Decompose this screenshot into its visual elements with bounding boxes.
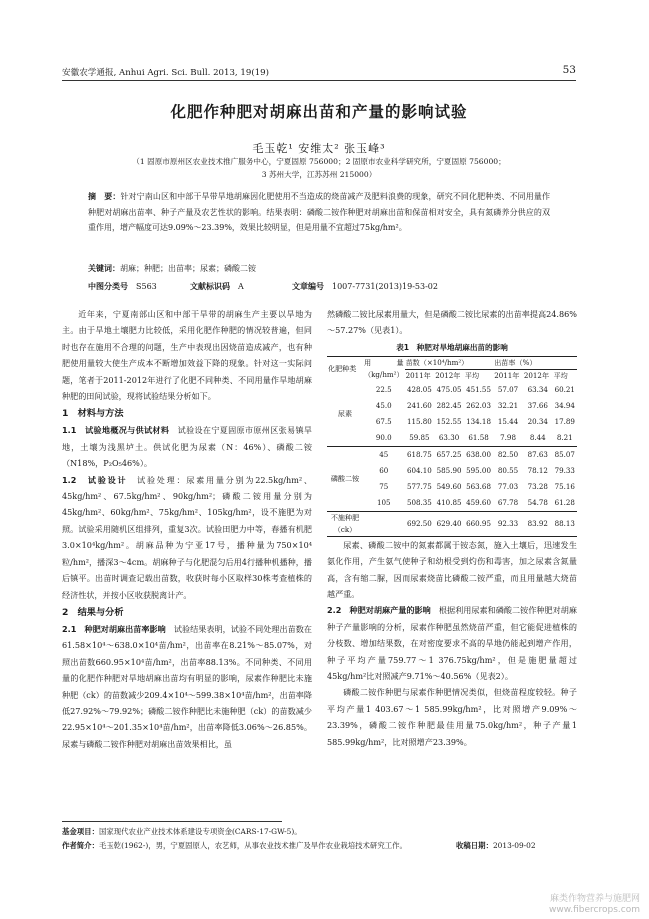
- table-cell: 57.07: [497, 384, 519, 394]
- after-table-paragraph: 尿素、磷酸二铵中的氮素都属于铵态氮，施入土壤后，迅速发生氨化作用，产生氨气使种子和幼根受到灼伤和毒害，加之尿素含氮量高，含有缩二脲，因而尿素烧苗比磷酸二铵严重，而且用量越大烧苗越严重。: [327, 539, 577, 600]
- table-cell: 60: [379, 465, 389, 475]
- section-1-1-text: 试验设在宁夏固原市原州区张易镇旱地，土壤为浅黑垆土。供试化肥为尿素（N：46%）、磷酸二铵（N18%，P₂O₅46%）。: [62, 425, 312, 469]
- th-sub: 2012年: [435, 370, 461, 380]
- table-cell: 61.58: [468, 433, 489, 443]
- cell-fert: 尿素: [337, 408, 353, 418]
- th-seedlings: 苗数（×10⁴/hm²）: [405, 356, 494, 369]
- th-sub: 2011年: [405, 370, 431, 380]
- table-cell: 34.94: [554, 401, 575, 411]
- table-cell: 549.60: [436, 482, 462, 492]
- table-cell: 657.25: [434, 447, 464, 463]
- table-cell: 17.89: [554, 417, 575, 427]
- table-cell: 115.80: [406, 417, 432, 427]
- table-cell: 15.44: [497, 417, 519, 427]
- table-cell: 660.95: [464, 511, 493, 536]
- section-2-2-heading: 2.2 种肥对胡麻产量的影响: [327, 605, 431, 616]
- table-cell: 241.60: [406, 401, 432, 411]
- page-number: 53: [562, 64, 576, 76]
- table-cell: 618.75: [405, 447, 435, 463]
- author-bio-text: 毛玉乾(1962-)，男，宁夏固原人，农艺师，从事农业技术推广及旱作农业栽培技术研究工作。: [98, 841, 407, 850]
- table-cell: 152.55: [436, 417, 462, 427]
- th-fert: 化肥种类: [327, 356, 363, 382]
- table-cell: 61.28: [554, 497, 575, 507]
- table-cell: 32.21: [497, 401, 519, 411]
- table-cell: 90.0: [375, 433, 392, 443]
- affiliation-line-2: 3 苏州大学，江苏苏州 215000）: [261, 170, 377, 179]
- abstract: [88, 189, 550, 236]
- table-row: [327, 382, 577, 398]
- doc-code-label: 文献标识码: [190, 282, 230, 291]
- table-cell: 88.13: [553, 511, 577, 536]
- table-cell: 63.30: [438, 433, 460, 443]
- article-no-label: 文章编号: [292, 282, 324, 291]
- author-list: 毛玉乾¹ 安维太² 张玉峰³: [252, 142, 386, 155]
- keywords: [88, 263, 550, 274]
- abstract-label: 摘 要：: [88, 192, 121, 201]
- table-cell: 60.21: [554, 384, 575, 394]
- section-1-heading: 1 材料与方法: [62, 408, 124, 420]
- table-1-title: 表1 种肥对旱地胡麻出苗的影响: [396, 342, 508, 352]
- table-cell: 78.12: [527, 465, 548, 475]
- table-cell: 7.98: [500, 433, 516, 443]
- table-cell: 59.85: [409, 433, 430, 443]
- table-cell: 79.33: [554, 465, 575, 475]
- table-row: [327, 447, 577, 463]
- journal-name: 安徽农学通报, Anhui Agri. Sci. Bull. 2013, 19(19): [62, 68, 269, 78]
- doc-code-value: A: [238, 282, 244, 291]
- author-footnote: [62, 840, 576, 851]
- table-cell: 262.03: [466, 401, 491, 411]
- abstract-text: 针对宁南山区和中部干旱带旱地胡麻因化肥使用不当造成的烧苗减产及肥料浪费的现象，研究不同化肥种类、不同用量作种肥对胡麻出苗率、种子产量及农艺性状的影响。结果表明：磷酸二铵作种肥对胡麻出苗和保苗相对安全，具有氮磷养分供应的双重作用，增产幅度可达9.09%～23.39%，效果比较明显，但是用量不宜超过75kg/hm²。: [88, 192, 551, 232]
- footnote-rule: [62, 821, 282, 822]
- table-row: [327, 463, 577, 479]
- table-cell: 37.66: [527, 401, 548, 411]
- table-row: [327, 414, 577, 430]
- section-1-2-text: 试验处理：尿素用量分别为22.5kg/hm²、45kg/hm²、67.5kg/hm²、90kg/hm²；磷酸二铵用量分别为45kg/hm²、60kg/hm²、75kg/hm²、105kg/hm²，设不施肥为对照。试验采用随机区组排列，重复3次。试验田肥力中等，春播有机肥3.0×10⁴kg/hm²。胡麻品种为宁亚17号，播种量为750×10⁴粒/hm²，播深3～4cm。胡麻种子与化肥混匀后用4行播种机播种，播后镇平。出苗时调查记载出苗数，收获时每小区取样30株考查植株的经济性状，并按小区收获脱离计产。: [62, 474, 312, 600]
- table-cell: 604.10: [406, 465, 432, 475]
- table-cell: 20.34: [527, 417, 548, 427]
- table-row: [327, 430, 577, 446]
- table-cell: 82.50: [493, 447, 523, 463]
- table-row: [327, 495, 577, 511]
- table-cell: 85.07: [553, 447, 577, 463]
- continued-paragraph: 然磷酸二铵比尿素用量大，但是磷酸二铵比尿素的出苗率提高24.86%～57.27%（见表1）。: [327, 309, 577, 336]
- table-cell: 73.28: [527, 482, 548, 492]
- header-rule: [62, 80, 576, 81]
- fund-label: 基金项目：: [62, 827, 99, 836]
- author-bio-label: 作者简介：: [62, 841, 99, 850]
- th-sub: 平均: [464, 370, 480, 380]
- table-cell: 629.40: [434, 511, 464, 536]
- section-2-2-text: 根据利用尿素和磷酸二铵作种肥对胡麻种子产量影响的分析，尿素作种肥虽然烧苗严重，但它能促进植株的分枝数、增加结果数，在对密度要求不高的旱地仍能起到增产作用，种子平均产量759.77～1 376.75kg/hm²，但是施肥量超过45kg/hm²比对照减产9.71%～40.56%（见表2）。: [327, 605, 577, 682]
- table-cell: 638.00: [464, 447, 493, 463]
- table-cell: 67.78: [497, 497, 519, 507]
- table-cell: 459.60: [466, 497, 491, 507]
- cell-fert: 不施种肥（ck）: [327, 511, 363, 536]
- article-no-value: 1007-7731(2013)19-53-02: [332, 282, 438, 291]
- section-1-1-heading: 1.1 试验地概况与供试材料: [62, 425, 170, 436]
- table-cell: 563.68: [466, 482, 491, 492]
- section-1-2-heading: 1.2 试验设计: [62, 474, 128, 485]
- table-cell: 451.55: [466, 384, 491, 394]
- fund-footnote: [62, 826, 576, 837]
- table-cell: 67.5: [375, 417, 392, 427]
- section-2-heading: 2 结果与分析: [62, 606, 124, 618]
- right-column: [327, 306, 577, 750]
- cell-fert: 磷酸二铵: [327, 447, 363, 512]
- affiliation-line-1: （1 固原市原州区农业技术推广服务中心，宁夏固原 756000；2 固原市农业科学研究所，宁夏固原 756000；: [132, 157, 506, 166]
- table-cell: 80.55: [497, 465, 519, 475]
- table-cell: 83.92: [523, 511, 553, 536]
- th-rate: 出苗率（%）: [493, 356, 577, 369]
- table-cell: 475.05: [436, 384, 462, 394]
- keywords-label: 关键词：: [88, 264, 120, 273]
- table-cell: 8.21: [556, 433, 573, 443]
- table-cell: 87.63: [523, 447, 553, 463]
- watermark: [510, 894, 640, 916]
- keywords-text: 胡麻；种肥；出苗率；尿素；磷酸二铵: [120, 264, 256, 273]
- section-2-1-heading: 2.1 种肥对胡麻出苗率影响: [62, 623, 166, 634]
- table-cell: 77.03: [497, 482, 519, 492]
- table-row: [327, 398, 577, 414]
- table-cell: 410.85: [436, 497, 462, 507]
- table-cell: 22.5: [375, 384, 392, 394]
- table-cell: 595.00: [466, 465, 491, 475]
- running-head: [62, 66, 576, 78]
- table-cell: 75: [379, 482, 389, 492]
- section-2-1-text: 试验结果表明，试验不同处理出苗数在61.58×10⁴～638.0×10⁴苗/hm²，出苗率在8.21%～85.07%，对照出苗数660.95×10⁴苗/hm²，出苗率88.13%。不同种类、不同用量的化肥作种肥对旱地胡麻出苗均有明显的影响，尿素作种肥比未施种肥（ck）的苗数减少209.4×10⁴～599.38×10⁴苗/hm²，出苗率降低27.92%～79.92%；磷酸二铵作种肥比未施种肥（ck）的苗数减少22.95×10⁴～201.35×10⁴苗/hm²，出苗率降低3.06%～26.85%。尿素与磷酸二铵作种肥对胡麻出苗效果相比，虽: [62, 623, 312, 749]
- table-cell: 92.33: [493, 511, 523, 536]
- table-cell: 63.34: [527, 384, 548, 394]
- table-cell: 508.35: [406, 497, 432, 507]
- received-date: 2013-09-02: [492, 841, 536, 850]
- table-cell: 45.0: [375, 401, 392, 411]
- table-cell: 75.16: [554, 482, 575, 492]
- table-cell: 8.44: [529, 433, 546, 443]
- left-column: [62, 306, 312, 752]
- table-cell: 45: [363, 447, 405, 463]
- table-cell: 105: [377, 497, 391, 507]
- watermark-cn: 麻类作物营养与施肥网: [549, 894, 640, 904]
- table-cell: 282.45: [436, 401, 462, 411]
- th-amount: 用量（kg/hm²）: [363, 356, 405, 382]
- th-sub: 2011年: [494, 370, 520, 380]
- th-sub: 2012年: [523, 370, 550, 380]
- table-1: [327, 356, 577, 537]
- received-label: 收稿日期：: [456, 841, 493, 850]
- table-cell: 692.50: [405, 511, 435, 536]
- table-cell: 54.78: [527, 497, 548, 507]
- table-row: [327, 511, 577, 536]
- table-cell: 585.90: [436, 465, 462, 475]
- watermark-url: www.fibercrops.com: [549, 905, 640, 915]
- th-sub: 平均: [553, 370, 568, 380]
- table-cell: [363, 511, 405, 536]
- table-cell: 577.75: [406, 482, 432, 492]
- clc-value: S563: [136, 282, 157, 291]
- intro-paragraph: 近年来，宁夏南部山区和中部干旱带的胡麻生产主要以旱地为主。由于旱地土壤肥力比较低，采用化肥作种肥的情况较普遍，但同时也存在施用不合理的问题，生产中表现出因烧苗造成减产，也有种肥使用量较大使生产成本不断增加效益下降的现象。针对这一实际问题，笔者于2011-2012年进行了化肥不同种类、不同用量作旱地胡麻种肥的田间试验，现将试验结果分析如下。: [62, 309, 312, 402]
- article-title: 化肥作种肥对胡麻出苗和产量的影响试验: [170, 103, 468, 121]
- clc-label: 中图分类号: [88, 282, 128, 291]
- table-row: [327, 479, 577, 495]
- table-cell: 428.05: [406, 384, 432, 394]
- last-paragraph: 磷酸二铵作种肥与尿素作种肥情况类似，但烧苗程度较轻。种子平均产量1 403.67～1 585.99kg/hm²，比对照增产9.09%～23.39%，磷酸二铵作种肥最佳用量75.0kg/hm²，种子产量1 585.99kg/hm²，比对照增产23.39%。: [327, 687, 577, 747]
- table-cell: 134.18: [466, 417, 491, 427]
- fund-text: 国家现代农业产业技术体系建设专项资金(CARS-17-GW-5)。: [98, 827, 302, 836]
